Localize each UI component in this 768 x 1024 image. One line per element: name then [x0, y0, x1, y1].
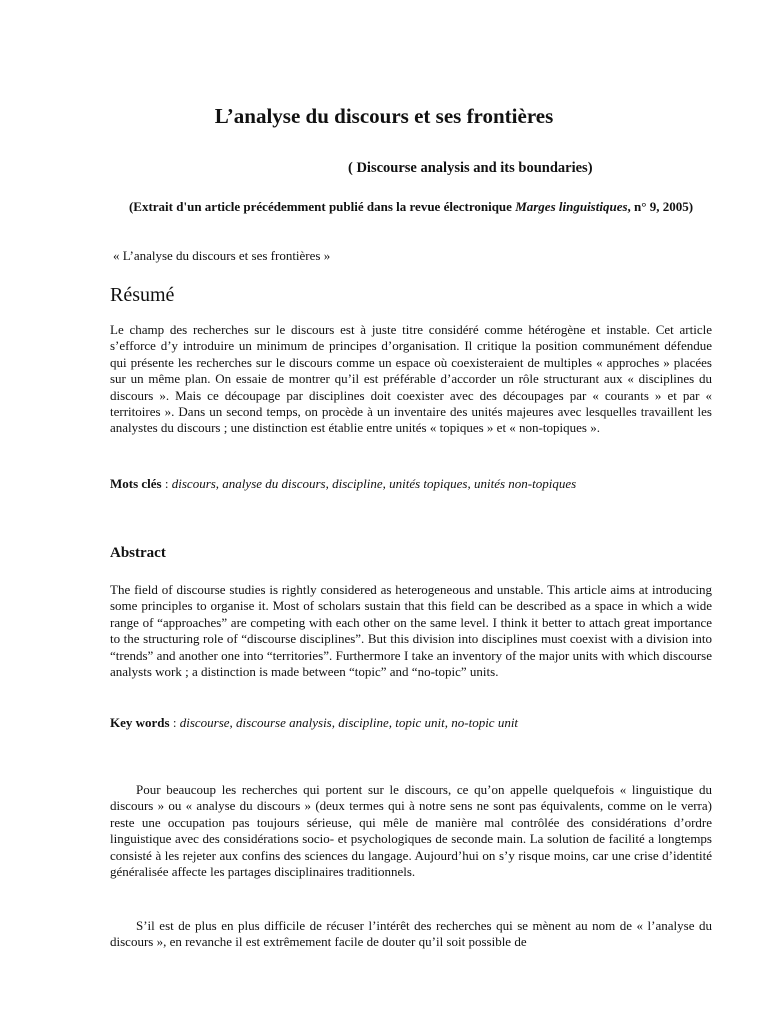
mots-cles-label: Mots clés: [110, 476, 162, 491]
document-subtitle: ( Discourse analysis and its boundaries): [348, 160, 593, 176]
abstract-heading: Abstract: [110, 545, 166, 561]
extract-prefix: (Extrait d'un article précédemment publié dans la revue électronique: [128, 199, 516, 214]
resume-paragraph: Le champ des recherches sur le discours est à juste titre considéré comme hétérogène et instable. Cet article s’efforce d’y introduire un minimum de principes d’organisation. Il critique la position communément défendue qui présente les recherches sur le discours comme un espace où coexisteraient de multiples « approches » placées sur un même plan. On essaie de montrer qu’il est préférable d’accorder un rôle structurant aux « disciplines du discours ». Mais ce découpage par disciplines doit coexister avec des découpages par « courants » et par « territoires ». Dans un second temps, on procède à un inventaire des unités majeures avec lesquelles travaillent les analystes du discours ; une distinction est établie entre unités « topiques » et « non-topiques ».: [110, 322, 712, 436]
quoted-title: « L’analyse du discours et ses frontières »: [113, 248, 331, 263]
journal-name: Marges linguistiques: [515, 199, 628, 214]
document-title: L’analyse du discours et ses frontières: [214, 104, 554, 128]
body-paragraph-1: Pour beaucoup les recherches qui portent sur le discours, ce qu’on appelle quelquefois « linguistique du discours » ou « analyse du discours » (deux termes qui à notre sens ne sont pas équivalents, comme on le verra) reste une occupation pas toujours sérieuse, qui mêle de manière mal contrôlée des considérations d’ordre linguistique avec des considérations socio- et psychologiques de seconde main. La solution de facilité a longtemps consisté à les rejeter aux confins des sciences du langage. Aujourd’hui on s’y risque moins, car une crise d’identité généralisée affecte les partages disciplinaires traditionnels.: [110, 782, 712, 880]
key-words-label: Key words: [110, 715, 170, 730]
abstract-paragraph: The field of discourse studies is rightly considered as heterogeneous and unstable. This article aims at introducing some principles to organise it. Most of scholars sustain that this field can be described as a space in which a wide range of “approaches” are competing with each other on the same level. I think it better to attach great importance to the structuring role of “discourse disciplines”. But this division into disciplines must coexist with a division into “trends” and another one into “territories”. Furthermore I take an inventory of the major units with which discourse analysts work ; a distinction is made between “topic” and “no-topic” units.: [110, 582, 712, 680]
key-words-separator: :: [169, 715, 180, 730]
key-words-values: discourse, discourse analysis, discipline, topic unit, no-topic unit: [179, 715, 519, 730]
mots-cles-separator: :: [161, 476, 172, 491]
mots-cles-line: [110, 476, 712, 492]
key-words-line: [110, 715, 712, 731]
extract-suffix: , n° 9, 2005): [627, 199, 694, 214]
extract-note: [110, 198, 712, 215]
body-paragraph-2: S’il est de plus en plus difficile de récuser l’intérêt des recherches qui se mènent au nom de « l’analyse du discours », en revanche il est extrêmement facile de douter qu’il soit possible de: [110, 918, 712, 950]
mots-cles-values: discours, analyse du discours, discipline, unités topiques, unités non-topiques: [171, 476, 577, 491]
resume-heading: Résumé: [110, 284, 175, 306]
